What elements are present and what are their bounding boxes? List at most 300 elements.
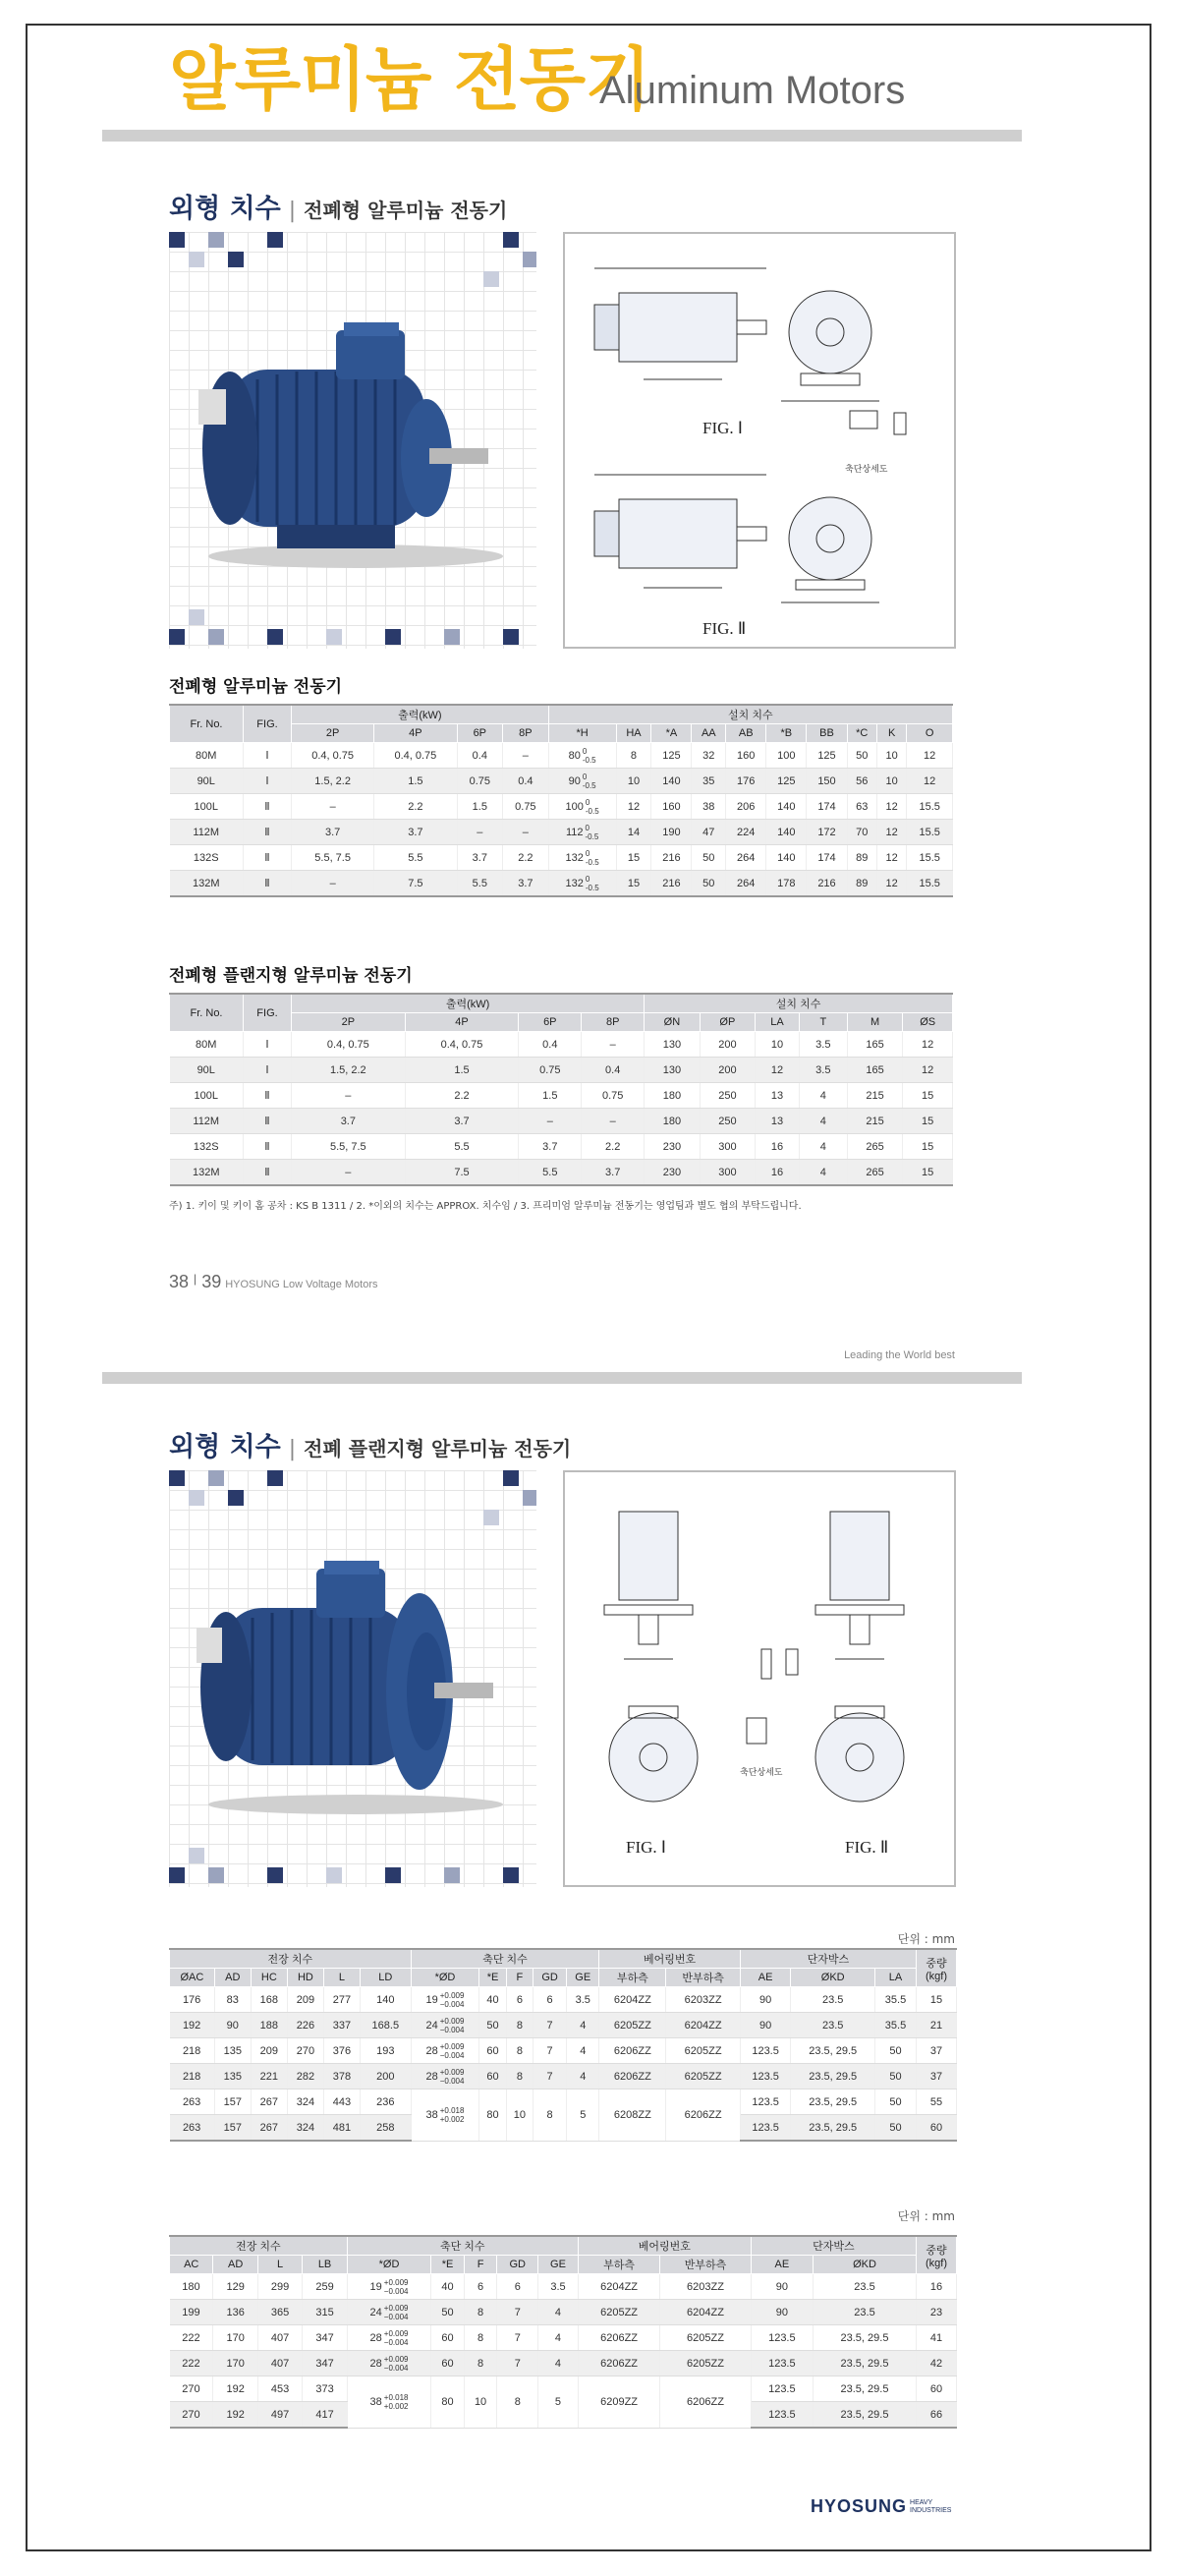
- fig-label-4: FIG. Ⅱ: [845, 1838, 889, 1857]
- cell-k: 12: [876, 871, 906, 897]
- table-cell: 5.5, 7.5: [292, 1134, 406, 1160]
- cell-ac: 176: [170, 1987, 215, 2013]
- cell-o: 15.5: [907, 794, 953, 820]
- cell-a: 125: [651, 743, 692, 769]
- cell-l: 376: [323, 2038, 360, 2064]
- table-cell: Ⅱ: [244, 1083, 292, 1109]
- section1-title: 외형 치수 | 전폐형 알루미늄 전동기: [169, 194, 508, 224]
- cell-l: 481: [323, 2115, 360, 2142]
- table-cell: 1.5, 2.2: [292, 1058, 406, 1083]
- col-fig: FIG.: [244, 994, 292, 1032]
- cell-ha: 15: [616, 871, 651, 897]
- table-cell: 180: [645, 1109, 700, 1134]
- cell-e: 60: [431, 2325, 465, 2351]
- cell-a: 216: [651, 845, 692, 871]
- table-cell: 200: [700, 1032, 755, 1058]
- cell-ae: 123.5: [740, 2038, 791, 2064]
- cell-d: 24 +0.009 −0.004: [347, 2300, 430, 2325]
- cell-ac: 218: [170, 2064, 215, 2089]
- cell-p2: 1.5, 2.2: [292, 769, 374, 794]
- cell-e: 60: [431, 2351, 465, 2376]
- table-cell: 130: [645, 1058, 700, 1083]
- col-header: *ØD: [411, 1969, 479, 1987]
- page-number: 38 | 39 HYOSUNG Low Voltage Motors: [169, 1272, 378, 1291]
- table-cell: 265: [847, 1160, 902, 1186]
- cell-d: 28 +0.009 −0.004: [347, 2351, 430, 2376]
- cell-b2: 6206ZZ: [660, 2376, 751, 2429]
- cell-ae: 123.5: [740, 2089, 791, 2115]
- cell-f: 6: [464, 2274, 497, 2300]
- cell-ad: 157: [214, 2115, 251, 2142]
- table-cell: 230: [645, 1160, 700, 1186]
- cell-d: 38 +0.018 +0.002: [411, 2089, 479, 2142]
- cell-la: 35.5: [874, 1987, 916, 2013]
- cell-ad: 83: [214, 1987, 251, 2013]
- cell-ge: 3.5: [538, 2274, 579, 2300]
- cell-aa: 38: [692, 794, 726, 820]
- table-cell: 12: [903, 1058, 953, 1083]
- col-header: ØKD: [813, 2256, 916, 2274]
- cell-ae: 90: [740, 1987, 791, 2013]
- table-row: [170, 1083, 953, 1109]
- col-header: LB: [303, 2256, 347, 2274]
- cell-w: 41: [917, 2325, 957, 2351]
- col-header: LA: [756, 1013, 800, 1032]
- cell-p6: 3.7: [457, 845, 503, 871]
- cell-l: 407: [257, 2351, 302, 2376]
- cell-f: 8: [464, 2325, 497, 2351]
- table-closed-type: [169, 704, 953, 897]
- col-header: ØKD: [791, 1969, 875, 1987]
- col-header: AD: [214, 1969, 251, 1987]
- cell-w: 66: [917, 2402, 957, 2429]
- cell-lb: 259: [303, 2274, 347, 2300]
- cell-b2: 6205ZZ: [666, 2038, 740, 2064]
- cell-p8: 0.75: [503, 794, 549, 820]
- cell-c: 89: [847, 845, 876, 871]
- cell-a: 190: [651, 820, 692, 845]
- cell-l: 337: [323, 2013, 360, 2038]
- table-cell: 250: [700, 1109, 755, 1134]
- cell-ge: 4: [538, 2351, 579, 2376]
- cell-kd: 23.5: [813, 2300, 916, 2325]
- cell-fig: Ⅱ: [244, 845, 292, 871]
- cell-hd: 324: [287, 2115, 323, 2142]
- cell-h: 90 0 -0.5: [548, 769, 616, 794]
- col-header: AE: [751, 2256, 813, 2274]
- table-cell: 215: [847, 1083, 902, 1109]
- table-cell: 132M: [170, 1160, 244, 1186]
- col-group-bearing: 베어링번호: [578, 2236, 751, 2256]
- cell-p6: 5.5: [457, 871, 503, 897]
- cell-h: 132 0 -0.5: [548, 845, 616, 871]
- cell-gd: 7: [533, 2038, 567, 2064]
- shaft-detail-label-2: 축단상세도: [740, 1768, 783, 1778]
- cell-c: 63: [847, 794, 876, 820]
- cell-b1: 6206ZZ: [599, 2038, 666, 2064]
- cell-kd: 23.5: [813, 2274, 916, 2300]
- cell-bb: 174: [807, 845, 847, 871]
- cell-ad: 90: [214, 2013, 251, 2038]
- col-header: BB: [807, 724, 847, 743]
- col-header: GE: [538, 2256, 579, 2274]
- cell-p4: 1.5: [374, 769, 457, 794]
- cell-b2: 6205ZZ: [660, 2325, 751, 2351]
- table-row: [170, 2013, 957, 2038]
- cell-bb: 216: [807, 871, 847, 897]
- col-group-install: 설치 치수: [548, 705, 952, 724]
- col-fig: FIG.: [244, 705, 292, 743]
- cell-ge: 4: [567, 2038, 599, 2064]
- cell-kd: 23.5, 29.5: [813, 2325, 916, 2351]
- page-title-english: Aluminum Motors: [599, 69, 906, 112]
- cell-d: 38 +0.018 +0.002: [347, 2376, 430, 2429]
- cell-w: 55: [917, 2089, 957, 2115]
- page2-rule: [102, 1372, 1022, 1384]
- cell-ad: 136: [213, 2300, 257, 2325]
- cell-aa: 50: [692, 871, 726, 897]
- col-header: HA: [616, 724, 651, 743]
- cell-k: 12: [876, 820, 906, 845]
- col-header: *E: [479, 1969, 506, 1987]
- cell-ae: 123.5: [751, 2376, 813, 2402]
- table-cell: –: [292, 1083, 406, 1109]
- cell-ac: 270: [170, 2376, 213, 2402]
- cell-kd: 23.5: [791, 1987, 875, 2013]
- cell-w: 60: [917, 2376, 957, 2402]
- cell-ab: 264: [726, 871, 766, 897]
- table-row: [170, 871, 953, 897]
- cell-w: 23: [917, 2300, 957, 2325]
- cell-d: 19 +0.009 −0.004: [347, 2274, 430, 2300]
- col-header: *B: [766, 724, 807, 743]
- cell-f: 8: [506, 2013, 533, 2038]
- dimension-diagram-2: [565, 1472, 954, 1885]
- cell-hd: 282: [287, 2064, 323, 2089]
- motor-illustration-2: [169, 1470, 536, 1887]
- table-cell: Ⅱ: [244, 1160, 292, 1186]
- col-header: LA: [874, 1969, 916, 1987]
- cell-gd: 7: [533, 2013, 567, 2038]
- cell-p8: –: [503, 820, 549, 845]
- table-cell: Ⅰ: [244, 1058, 292, 1083]
- table-cell: Ⅱ: [244, 1109, 292, 1134]
- cell-la: 50: [874, 2089, 916, 2115]
- cell-ha: 15: [616, 845, 651, 871]
- cell-ge: 5: [538, 2376, 579, 2429]
- cell-ld: 236: [361, 2089, 412, 2115]
- cell-w: 21: [917, 2013, 957, 2038]
- table-row: [170, 2274, 957, 2300]
- cell-ad: 135: [214, 2064, 251, 2089]
- table-cell: 200: [700, 1058, 755, 1083]
- table-cell: 180: [645, 1083, 700, 1109]
- table-cell: 15: [903, 1160, 953, 1186]
- table-row: [170, 2325, 957, 2351]
- cell-w: 37: [917, 2038, 957, 2064]
- cell-hc: 168: [251, 1987, 287, 2013]
- col-header: AD: [213, 2256, 257, 2274]
- cell-o: 15.5: [907, 820, 953, 845]
- cell-la: 50: [874, 2115, 916, 2142]
- cell-f: 8: [464, 2300, 497, 2325]
- table-cell: 165: [847, 1032, 902, 1058]
- table-cell: 4: [799, 1109, 847, 1134]
- col-header: *E: [431, 2256, 465, 2274]
- cell-b1: 6205ZZ: [578, 2300, 659, 2325]
- table-cell: 0.4: [582, 1058, 645, 1083]
- cell-e: 60: [479, 2064, 506, 2089]
- table1-title: 전폐형 알루미늄 전동기: [169, 677, 343, 697]
- dimension-drawing-2: [563, 1470, 956, 1887]
- cell-ab: 176: [726, 769, 766, 794]
- dimension-diagram-1: [565, 234, 954, 647]
- cell-p8: 0.4: [503, 769, 549, 794]
- table-row: [170, 1134, 953, 1160]
- cell-b1: 6206ZZ: [599, 2064, 666, 2089]
- cell-p6: –: [457, 820, 503, 845]
- cell-b1: 6204ZZ: [578, 2274, 659, 2300]
- cell-l: 407: [257, 2325, 302, 2351]
- cell-ge: 3.5: [567, 1987, 599, 2013]
- cell-ae: 123.5: [751, 2351, 813, 2376]
- fig-label-1: FIG. Ⅰ: [702, 419, 743, 437]
- cell-p4: 0.4, 0.75: [374, 743, 457, 769]
- cell-b: 178: [766, 871, 807, 897]
- motor-photo-2: [169, 1470, 536, 1887]
- cell-la: 50: [874, 2038, 916, 2064]
- table-cell: 3.5: [799, 1032, 847, 1058]
- cell-b: 125: [766, 769, 807, 794]
- col-weight: 중량 (kgf): [917, 1949, 957, 1987]
- cell-fr: 80M: [170, 743, 244, 769]
- col-header: O: [907, 724, 953, 743]
- unit-label-1: 단위 : mm: [897, 1932, 955, 1946]
- cell-b: 140: [766, 820, 807, 845]
- cell-ad: 135: [214, 2038, 251, 2064]
- col-header: GE: [567, 1969, 599, 1987]
- cell-aa: 35: [692, 769, 726, 794]
- cell-d: 19 +0.009 −0.004: [411, 1987, 479, 2013]
- table-cell: –: [292, 1160, 406, 1186]
- cell-f: 8: [506, 2038, 533, 2064]
- cell-gd: 7: [497, 2300, 538, 2325]
- cell-b2: 6203ZZ: [660, 2274, 751, 2300]
- cell-lb: 373: [303, 2376, 347, 2402]
- cell-b2: 6204ZZ: [660, 2300, 751, 2325]
- cell-hc: 267: [251, 2115, 287, 2142]
- cell-bb: 150: [807, 769, 847, 794]
- table-cell: 1.5: [519, 1083, 582, 1109]
- cell-ac: 199: [170, 2300, 213, 2325]
- cell-ac: 222: [170, 2325, 213, 2351]
- cell-d: 24 +0.009 −0.004: [411, 2013, 479, 2038]
- table-cell: 7.5: [405, 1160, 519, 1186]
- table-cell: 1.5: [405, 1058, 519, 1083]
- cell-h: 112 0 -0.5: [548, 820, 616, 845]
- col-header: HD: [287, 1969, 323, 1987]
- table-cell: 4: [799, 1134, 847, 1160]
- cell-ld: 258: [361, 2115, 412, 2142]
- cell-kd: 23.5, 29.5: [791, 2064, 875, 2089]
- col-group-bearing: 베어링번호: [599, 1949, 740, 1969]
- cell-ab: 264: [726, 845, 766, 871]
- cell-e: 50: [431, 2300, 465, 2325]
- col-header: *ØD: [347, 2256, 430, 2274]
- cell-ld: 168.5: [361, 2013, 412, 2038]
- section2-title: 외형 치수 | 전폐 플랜지형 알루미늄 전동기: [169, 1432, 572, 1462]
- cell-b1: 6206ZZ: [578, 2325, 659, 2351]
- cell-kd: 23.5, 29.5: [791, 2115, 875, 2142]
- cell-la: 50: [874, 2064, 916, 2089]
- col-group-install: 설치 치수: [645, 994, 953, 1013]
- col-header: 부하측: [578, 2256, 659, 2274]
- table-cell: 5.5: [405, 1134, 519, 1160]
- table-cell: 90L: [170, 1058, 244, 1083]
- col-group-output: 출력(kW): [292, 705, 549, 724]
- cell-kd: 23.5, 29.5: [813, 2351, 916, 2376]
- col-group-overall: 전장 치수: [170, 1949, 412, 1969]
- motor-illustration-1: [169, 232, 536, 649]
- col-header: 8P: [503, 724, 549, 743]
- table-cell: 5.5: [519, 1160, 582, 1186]
- cell-ab: 224: [726, 820, 766, 845]
- table-row: [170, 820, 953, 845]
- cell-ac: 263: [170, 2089, 215, 2115]
- cell-ae: 90: [740, 2013, 791, 2038]
- cell-p2: 5.5, 7.5: [292, 845, 374, 871]
- table-row: [170, 769, 953, 794]
- cell-ld: 140: [361, 1987, 412, 2013]
- cell-p6: 1.5: [457, 794, 503, 820]
- cell-d: 28 +0.009 −0.004: [411, 2064, 479, 2089]
- cell-f: 8: [506, 2064, 533, 2089]
- table-cell: 100L: [170, 1083, 244, 1109]
- cell-p4: 3.7: [374, 820, 457, 845]
- cell-h: 132 0 -0.5: [548, 871, 616, 897]
- table-cell: 80M: [170, 1032, 244, 1058]
- cell-b1: 6209ZZ: [578, 2376, 659, 2429]
- col-header: L: [257, 2256, 302, 2274]
- cell-hc: 209: [251, 2038, 287, 2064]
- cell-o: 12: [907, 769, 953, 794]
- col-header: F: [464, 2256, 497, 2274]
- table-cell: 3.7: [519, 1134, 582, 1160]
- col-group-shaft: 축단 치수: [347, 2236, 578, 2256]
- col-group-output: 출력(kW): [292, 994, 645, 1013]
- table-cell: 3.7: [582, 1160, 645, 1186]
- cell-w: 16: [917, 2274, 957, 2300]
- cell-ha: 8: [616, 743, 651, 769]
- col-fr-no: Fr. No.: [170, 994, 244, 1032]
- table-cell: 2.2: [405, 1083, 519, 1109]
- cell-ad: 157: [214, 2089, 251, 2115]
- col-group-terminal: 단자박스: [740, 1949, 916, 1969]
- cell-fig: Ⅱ: [244, 794, 292, 820]
- table-row: [170, 743, 953, 769]
- col-header: LD: [361, 1969, 412, 1987]
- cell-b: 100: [766, 743, 807, 769]
- cell-gd: 6: [497, 2274, 538, 2300]
- unit-label-2: 단위 : mm: [897, 2209, 955, 2223]
- col-group-shaft: 축단 치수: [411, 1949, 599, 1969]
- cell-p4: 2.2: [374, 794, 457, 820]
- table-row: [170, 1109, 953, 1134]
- col-header: *H: [548, 724, 616, 743]
- cell-o: 12: [907, 743, 953, 769]
- cell-hc: 221: [251, 2064, 287, 2089]
- page-title-korean: 알루미늄 전동기: [169, 39, 650, 120]
- cell-ae: 123.5: [740, 2064, 791, 2089]
- col-header: 6P: [457, 724, 503, 743]
- cell-p8: 2.2: [503, 845, 549, 871]
- cell-fig: Ⅱ: [244, 820, 292, 845]
- cell-ae: 123.5: [740, 2115, 791, 2142]
- cell-gd: 8: [533, 2089, 567, 2142]
- cell-fr: 100L: [170, 794, 244, 820]
- cell-l: 443: [323, 2089, 360, 2115]
- col-fr-no: Fr. No.: [170, 705, 244, 743]
- cell-p4: 7.5: [374, 871, 457, 897]
- cell-l: 277: [323, 1987, 360, 2013]
- cell-p2: 3.7: [292, 820, 374, 845]
- table-row: [170, 2351, 957, 2376]
- table-cell: 300: [700, 1134, 755, 1160]
- footnote: 주) 1. 키이 및 키이 홈 공차 : KS B 1311 / 2. *이외의 치수는 APPROX. 치수임 / 3. 프리미엄 알루미늄 전동기는 영업팀과 별도 협의 부탁드립니다.: [169, 1201, 802, 1212]
- cell-bb: 174: [807, 794, 847, 820]
- cell-l: 299: [257, 2274, 302, 2300]
- cell-b2: 6204ZZ: [666, 2013, 740, 2038]
- table-cell: 16: [756, 1134, 800, 1160]
- table-dimensions-1: [169, 1948, 957, 2142]
- col-header: F: [506, 1969, 533, 1987]
- col-header: 8P: [582, 1013, 645, 1032]
- cell-hd: 270: [287, 2038, 323, 2064]
- col-header: AE: [740, 1969, 791, 1987]
- cell-fig: Ⅱ: [244, 871, 292, 897]
- cell-c: 89: [847, 871, 876, 897]
- table-cell: 12: [756, 1058, 800, 1083]
- cell-ac: 192: [170, 2013, 215, 2038]
- cell-fr: 112M: [170, 820, 244, 845]
- cell-l: 365: [257, 2300, 302, 2325]
- table-cell: 13: [756, 1083, 800, 1109]
- cell-kd: 23.5: [791, 2013, 875, 2038]
- cell-p6: 0.4: [457, 743, 503, 769]
- cell-e: 80: [431, 2376, 465, 2429]
- table-cell: 16: [756, 1160, 800, 1186]
- cell-kd: 23.5, 29.5: [791, 2038, 875, 2064]
- table-cell: 15: [903, 1134, 953, 1160]
- cell-gd: 6: [533, 1987, 567, 2013]
- cell-ha: 12: [616, 794, 651, 820]
- cell-fig: Ⅰ: [244, 769, 292, 794]
- cell-b: 140: [766, 845, 807, 871]
- col-header: 2P: [292, 724, 374, 743]
- table-cell: 265: [847, 1134, 902, 1160]
- table-cell: 3.7: [405, 1109, 519, 1134]
- table-cell: –: [582, 1032, 645, 1058]
- col-header: K: [876, 724, 906, 743]
- table-row: [170, 845, 953, 871]
- col-header: AA: [692, 724, 726, 743]
- cell-a: 216: [651, 871, 692, 897]
- col-header: ØS: [903, 1013, 953, 1032]
- cell-lb: 417: [303, 2402, 347, 2429]
- col-header: 6P: [519, 1013, 582, 1032]
- col-weight: 중량 (kgf): [917, 2236, 957, 2274]
- table-cell: 132S: [170, 1134, 244, 1160]
